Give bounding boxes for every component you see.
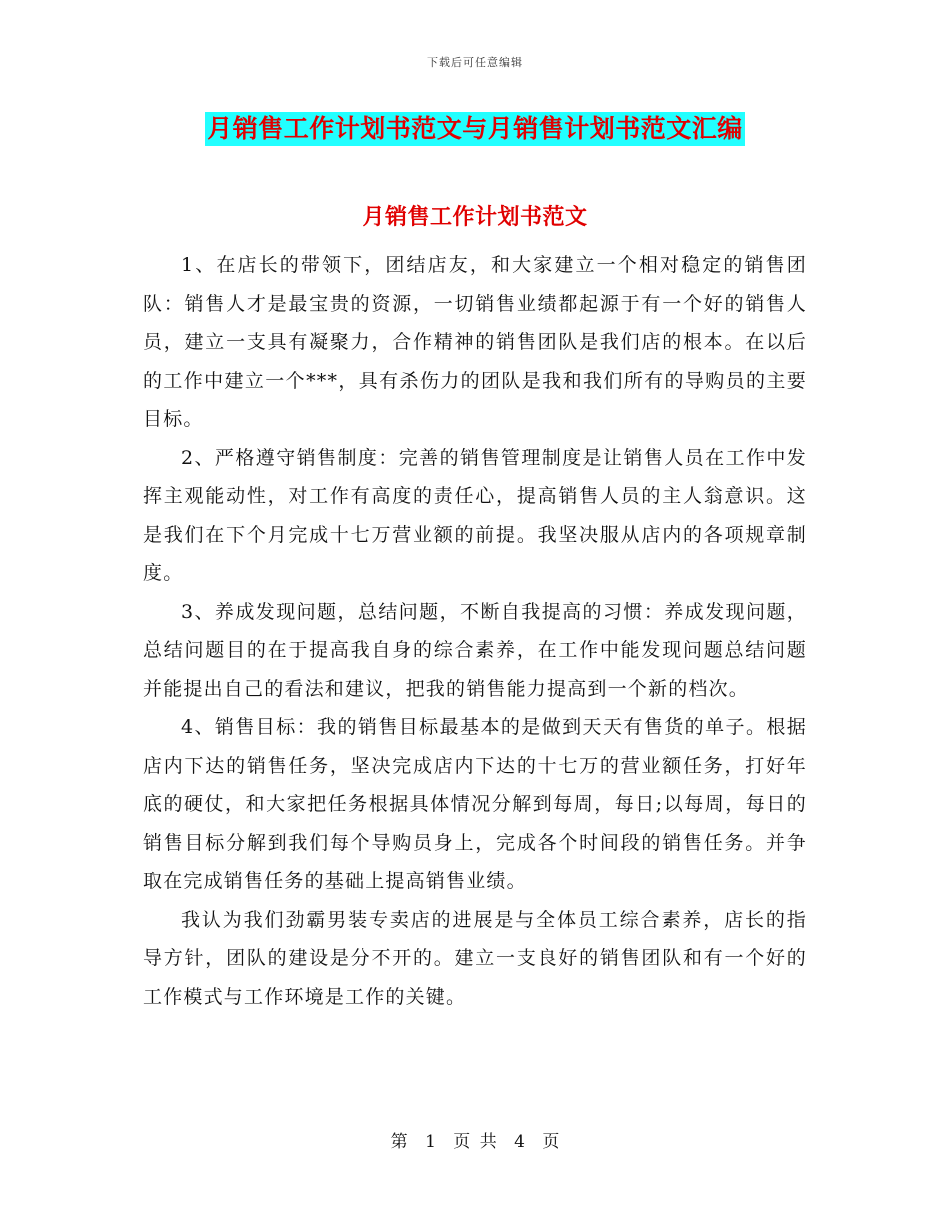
paragraph-2: 2、严格遵守销售制度：完善的销售管理制度是让销售人员在工作中发挥主观能动性，对工作有高度的责任心，提高销售人员的主人翁意识。这是我们在下个月完成十七万营业额的前提。我坚决服从店内的各项规章制度。 <box>143 446 807 584</box>
paragraph-1: 1、在店长的带领下，团结店友，和大家建立一个相对稳定的销售团队：销售人才是最宝贵的资源，一切销售业绩都起源于有一个好的销售人员，建立一支具有凝聚力，合作精神的销售团队是我们店的根本。在以后的工作中建立一个***，具有杀伤力的团队是我和我们所有的导购员的主要目标。 <box>143 254 807 430</box>
paragraph-5: 我认为我们劲霸男装专卖店的进展是与全体员工综合素养，店长的指导方针，团队的建设是分不开的。建立一支良好的销售团队和有一个好的工作模式与工作环境是工作的关键。 <box>143 908 807 1008</box>
paragraph-4: 4、销售目标：我的销售目标最基本的是做到天天有售货的单子。根据店内下达的销售任务，坚决完成店内下达的十七万的营业额任务，打好年底的硬仗，和大家把任务根据具体情况分解到每周，每日;以每周，每日的销售目标分解到我们每个导购员身上，完成各个时间段的销售任务。并争取在完成销售任务的基础上提高销售业绩。 <box>143 716 807 892</box>
page-footer <box>0 1127 950 1152</box>
footer-total-pages: 4 <box>514 1132 525 1152</box>
body-text <box>143 246 807 1016</box>
footer-prefix: 第 <box>390 1132 408 1152</box>
header-note: 下载后可任意编辑 <box>427 56 523 69</box>
document-title: 月销售工作计划书范文与月销售计划书范文汇编 <box>205 112 745 146</box>
footer-current-page: 1 <box>425 1132 436 1152</box>
footer-suffix: 页 <box>542 1132 560 1152</box>
paragraph-3: 3、养成发现问题，总结问题，不断自我提高的习惯：养成发现问题，总结问题目的在于提高我自身的综合素养，在工作中能发现问题总结问题并能提出自己的看法和建议，把我的销售能力提高到一个新的档次。 <box>143 600 807 700</box>
title-wrapper <box>0 112 950 146</box>
section-title: 月销售工作计划书范文 <box>362 204 588 230</box>
footer-mid: 页 共 <box>453 1132 497 1152</box>
